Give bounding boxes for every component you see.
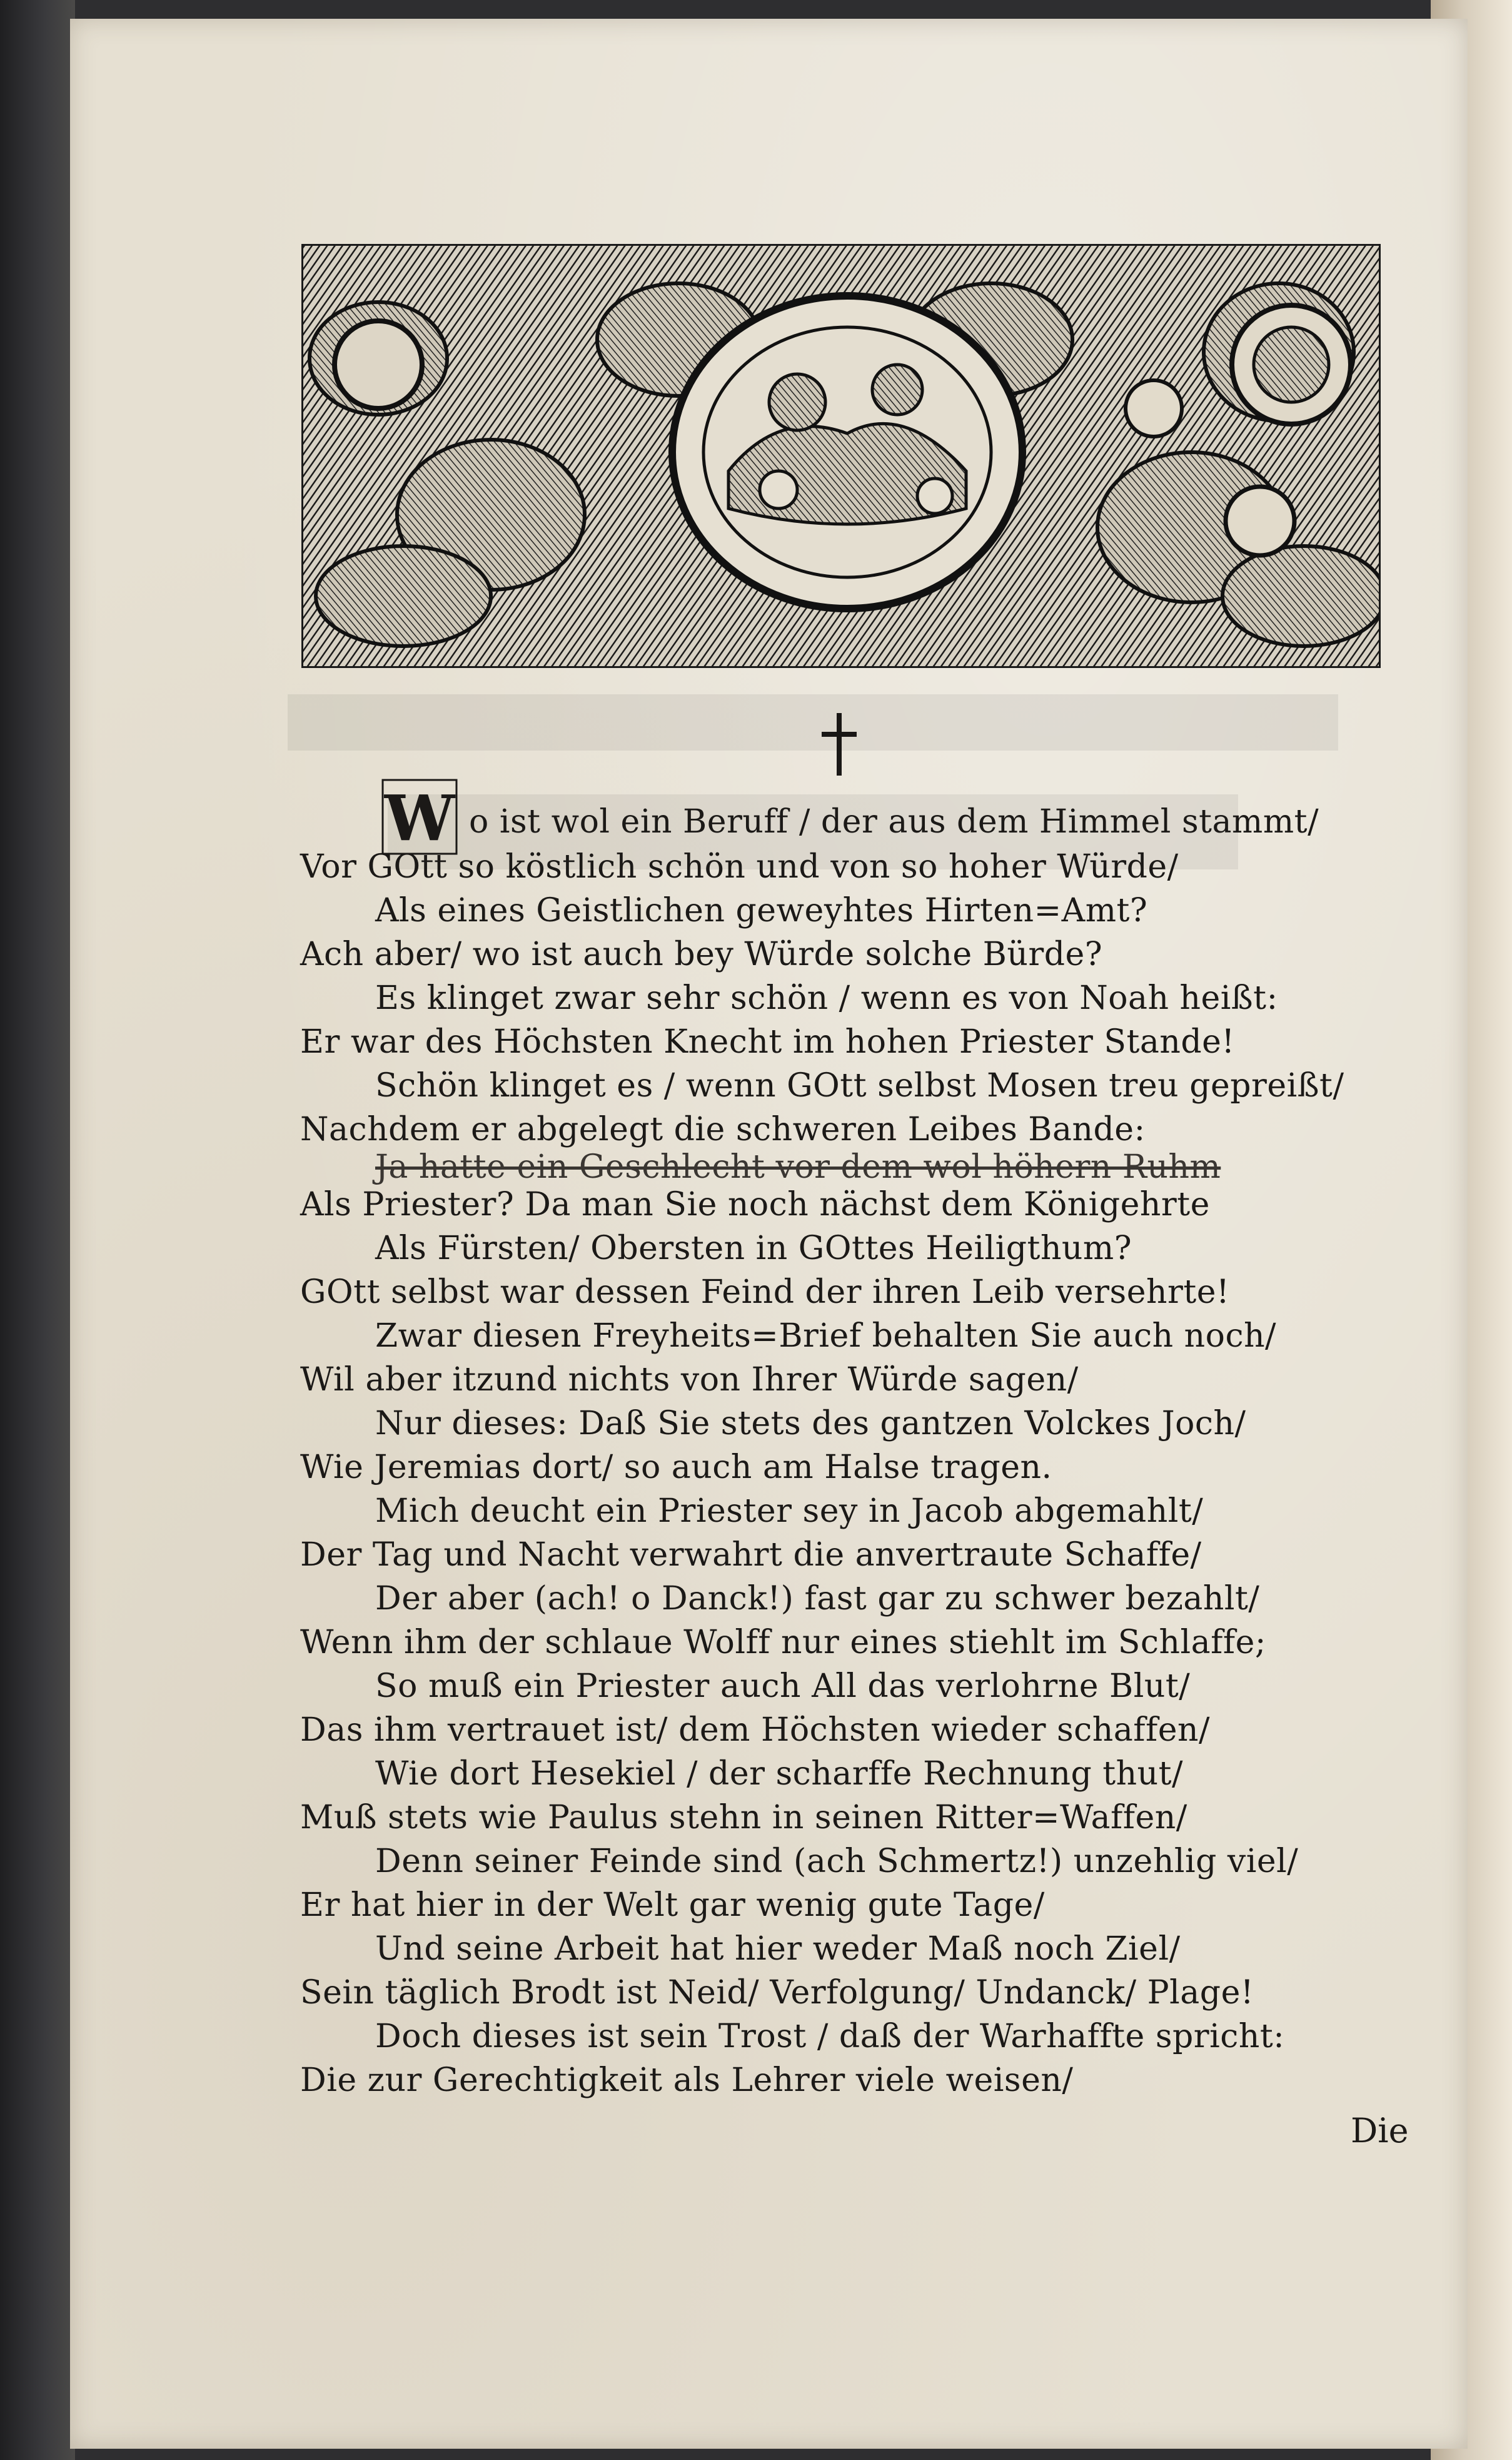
poem-line: Die zur Gerechtigkeit als Lehrer viele weisen/ xyxy=(300,2062,1074,2099)
poem-line: o ist wol ein Beruff / der aus dem Himmel stammt/ xyxy=(469,803,1319,841)
poem-line: GOtt selbst war dessen Feind der ihren Leib versehrte! xyxy=(300,1273,1230,1311)
poem-line: Er hat hier in der Welt gar wenig gute Tage/ xyxy=(300,1886,1045,1924)
poem-line: Zwar diesen Freyheits=Brief behalten Sie auch noch/ xyxy=(375,1317,1277,1355)
decorative-initial-w xyxy=(381,779,458,855)
poem-line: Das ihm vertrauet ist/ dem Höchsten wieder schaffen/ xyxy=(300,1711,1211,1749)
poem-line: Nur dieses: Daß Sie stets des gantzen Volckes Joch/ xyxy=(375,1405,1246,1442)
poem-line: Als eines Geistlichen geweyhtes Hirten=Amt? xyxy=(375,892,1148,929)
poem-line: Wil aber itzund nichts von Ihrer Würde sagen/ xyxy=(300,1361,1079,1399)
poem-line: Wie Jeremias dort/ so auch am Halse tragen. xyxy=(300,1449,1052,1486)
poem-line-struck: Ja hatte ein Geschlecht vor dem wol höhern Ruhm xyxy=(375,1148,1221,1186)
woodcut-headpiece xyxy=(301,244,1381,668)
poem-line: Und seine Arbeit hat hier weder Maß noch Ziel/ xyxy=(375,1930,1181,1968)
poem-line: Sein täglich Brodt ist Neid/ Verfolgung/ Undanck/ Plage! xyxy=(300,1974,1254,2012)
poem-line: Denn seiner Feinde sind (ach Schmertz!) unzehlig viel/ xyxy=(375,1843,1299,1880)
poem-line: Schön klinget es / wenn GOtt selbst Mosen treu gepreißt/ xyxy=(375,1067,1344,1105)
scan-background-left xyxy=(0,0,75,2460)
poem-line: Der aber (ach! o Danck!) fast gar zu schwer bezahlt/ xyxy=(375,1580,1260,1617)
poem-line: Wenn ihm der schlaue Wolff nur eines stiehlt im Schlaffe; xyxy=(300,1624,1266,1661)
poem-line: Vor GOtt so köstlich schön und von so hoher Würde/ xyxy=(300,848,1179,886)
poem-line: Ach aber/ wo ist auch bey Würde solche Bürde? xyxy=(300,936,1103,973)
poem-line: Nachdem er abgelegt die schweren Leibes Bande: xyxy=(300,1111,1146,1148)
poem-text-block xyxy=(300,779,1376,2123)
poem-line: Der Tag und Nacht verwahrt die anvertraute Schaffe/ xyxy=(300,1536,1202,1574)
poem-line: Er war des Höchsten Knecht im hohen Priester Stande! xyxy=(300,1023,1235,1061)
svg-text:W: W xyxy=(384,781,455,855)
poem-line: Als Fürsten/ Obersten in GOttes Heiligthum? xyxy=(375,1230,1132,1267)
cross-icon xyxy=(814,710,864,779)
catchword: Die xyxy=(1351,2111,1409,2150)
poem-line: Doch dieses ist sein Trost / daß der Warhaffte spricht: xyxy=(375,2018,1285,2055)
sunflower-icon xyxy=(1232,305,1351,424)
poem-line: So muß ein Priester auch All das verlohrne Blut/ xyxy=(375,1668,1191,1705)
poem-line: Wie dort Hesekiel / der scharffe Rechnung thut/ xyxy=(375,1755,1184,1793)
poem-line: Muß stets wie Paulus stehn in seinen Ritter=Waffen/ xyxy=(300,1799,1187,1836)
poem-line: Mich deucht ein Priester sey in Jacob abgemahlt/ xyxy=(375,1492,1204,1530)
poem-line: Als Priester? Da man Sie noch nächst dem Königehrte xyxy=(300,1186,1210,1223)
poem-line: Es klinget zwar sehr schön / wenn es von Noah heißt: xyxy=(375,979,1278,1017)
